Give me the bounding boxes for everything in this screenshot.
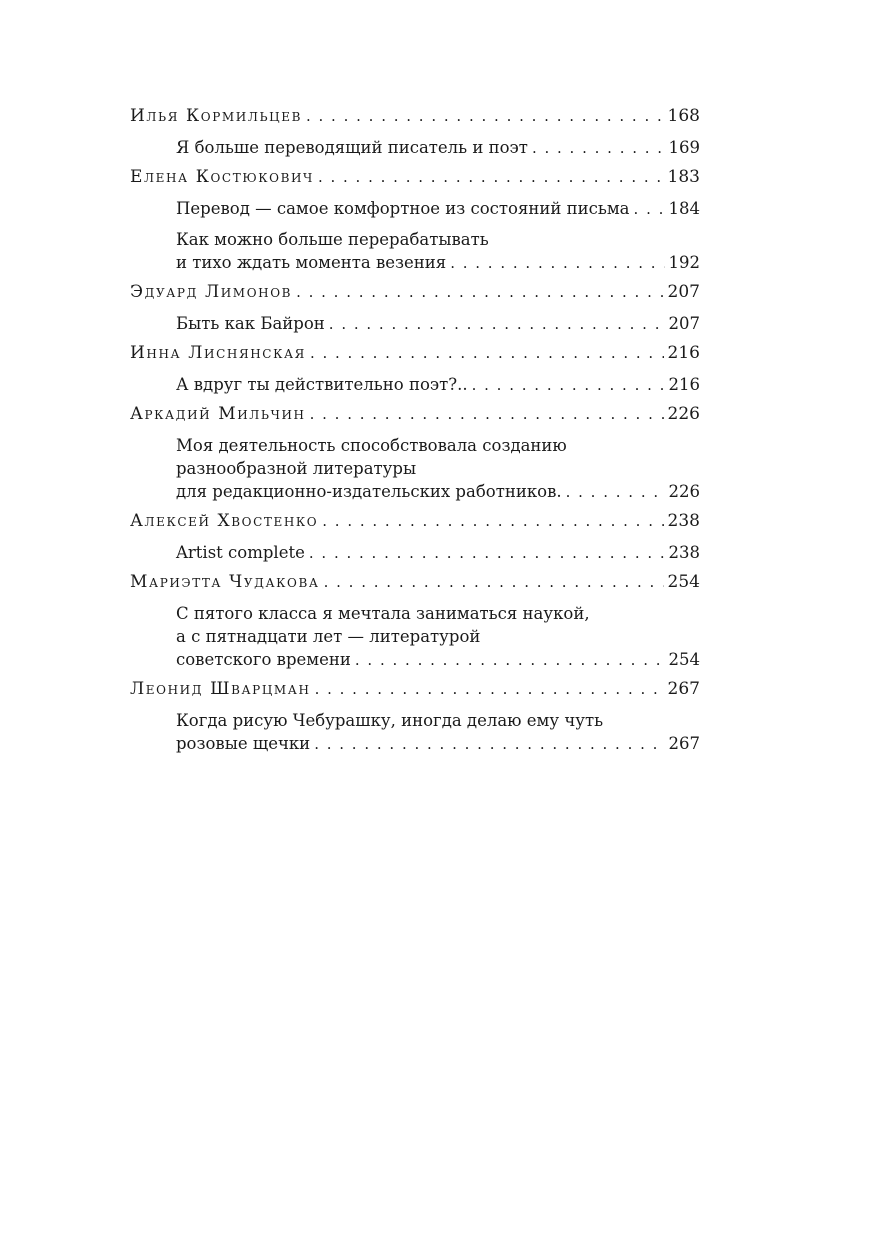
dot-leader bbox=[310, 344, 664, 362]
item-title: Artist complete bbox=[176, 543, 305, 562]
page-number: 254 bbox=[667, 572, 700, 592]
dot-leader bbox=[318, 168, 664, 186]
dot-leader bbox=[322, 512, 663, 530]
toc-entry bbox=[130, 282, 700, 336]
page-number: 226 bbox=[668, 482, 700, 501]
dot-leader bbox=[310, 405, 664, 423]
page-number: 216 bbox=[668, 375, 700, 394]
item-title-line: Как можно больше перерабатывать bbox=[176, 230, 489, 249]
dot-leader bbox=[296, 283, 663, 301]
item-title-line: С пятого класса я мечтала заниматься наукой, bbox=[176, 604, 590, 623]
toc-author-row[interactable] bbox=[130, 343, 700, 373]
item-title-line: а с пятнадцати лет — литературой bbox=[176, 627, 481, 646]
dot-leader bbox=[324, 573, 664, 591]
dot-leader bbox=[315, 680, 664, 698]
author-name: Аркадий Мильчин bbox=[130, 404, 306, 424]
toc-item[interactable] bbox=[130, 709, 700, 756]
toc-entry bbox=[130, 679, 700, 756]
toc-author-row[interactable] bbox=[130, 572, 700, 602]
toc-entry bbox=[130, 572, 700, 672]
item-title: А вдруг ты действительно поэт?.. bbox=[176, 375, 468, 394]
item-title: Я больше переводящий писатель и поэт bbox=[176, 138, 528, 157]
page-number: 169 bbox=[668, 138, 700, 157]
author-name: Эдуард Лимонов bbox=[130, 282, 293, 302]
page-number: 254 bbox=[668, 650, 700, 669]
item-title: советского времени bbox=[176, 650, 351, 669]
toc-item[interactable] bbox=[130, 373, 700, 397]
toc-item[interactable] bbox=[130, 602, 700, 672]
page-number: 207 bbox=[668, 314, 700, 333]
toc-item[interactable] bbox=[130, 228, 700, 275]
item-title-line: разнообразной литературы bbox=[176, 459, 417, 478]
toc-author-row[interactable] bbox=[130, 679, 700, 709]
author-name: Мариэтта Чудакова bbox=[130, 572, 320, 592]
dot-leader bbox=[329, 313, 665, 336]
toc-author-row[interactable] bbox=[130, 511, 700, 541]
dot-leader bbox=[634, 198, 665, 221]
toc-entry bbox=[130, 106, 700, 160]
dot-leader bbox=[472, 374, 665, 397]
item-title: Быть как Байрон bbox=[176, 314, 325, 333]
page-number: 238 bbox=[667, 511, 700, 531]
page-number: 168 bbox=[667, 106, 700, 126]
toc-author-row[interactable] bbox=[130, 282, 700, 312]
item-title: Перевод — самое комфортное из состояний письма bbox=[176, 199, 630, 218]
page-number: 267 bbox=[668, 734, 700, 753]
page-number: 267 bbox=[667, 679, 700, 699]
dot-leader bbox=[309, 542, 665, 565]
page-number: 238 bbox=[668, 543, 700, 562]
dot-leader bbox=[450, 252, 664, 275]
dot-leader bbox=[532, 137, 665, 160]
author-name: Илья Кормильцев bbox=[130, 106, 302, 126]
item-title-line: Моя деятельность способствовала созданию bbox=[176, 436, 567, 455]
item-title: для редакционно-издательских работников. bbox=[176, 482, 562, 501]
dot-leader bbox=[314, 733, 664, 756]
toc-author-row[interactable] bbox=[130, 106, 700, 136]
page-number: 192 bbox=[668, 253, 700, 272]
table-of-contents bbox=[130, 106, 700, 756]
page-number: 184 bbox=[668, 199, 700, 218]
toc-item[interactable] bbox=[130, 541, 700, 565]
toc-item[interactable] bbox=[130, 434, 700, 504]
toc-item[interactable] bbox=[130, 136, 700, 160]
dot-leader bbox=[306, 107, 664, 125]
dot-leader bbox=[566, 481, 665, 504]
toc-entry bbox=[130, 404, 700, 504]
dot-leader bbox=[355, 649, 665, 672]
toc-entry bbox=[130, 167, 700, 275]
toc-item[interactable] bbox=[130, 197, 700, 221]
page-number: 226 bbox=[667, 404, 700, 424]
toc-author-row[interactable] bbox=[130, 404, 700, 434]
page-number: 183 bbox=[667, 167, 700, 187]
page-number: 216 bbox=[667, 343, 700, 363]
author-name: Елена Костюкович bbox=[130, 167, 314, 187]
toc-author-row[interactable] bbox=[130, 167, 700, 197]
toc-entry bbox=[130, 511, 700, 565]
item-title: и тихо ждать момента везения bbox=[176, 253, 447, 272]
item-title-line: Когда рисую Чебурашку, иногда делаю ему чуть bbox=[176, 711, 604, 730]
author-name: Инна Лиснянская bbox=[130, 343, 306, 363]
toc-item[interactable] bbox=[130, 312, 700, 336]
author-name: Леонид Шварцман bbox=[130, 679, 311, 699]
author-name: Алексей Хвостенко bbox=[130, 511, 319, 531]
item-title: розовые щечки bbox=[176, 734, 311, 753]
toc-entry bbox=[130, 343, 700, 397]
page-number: 207 bbox=[667, 282, 700, 302]
